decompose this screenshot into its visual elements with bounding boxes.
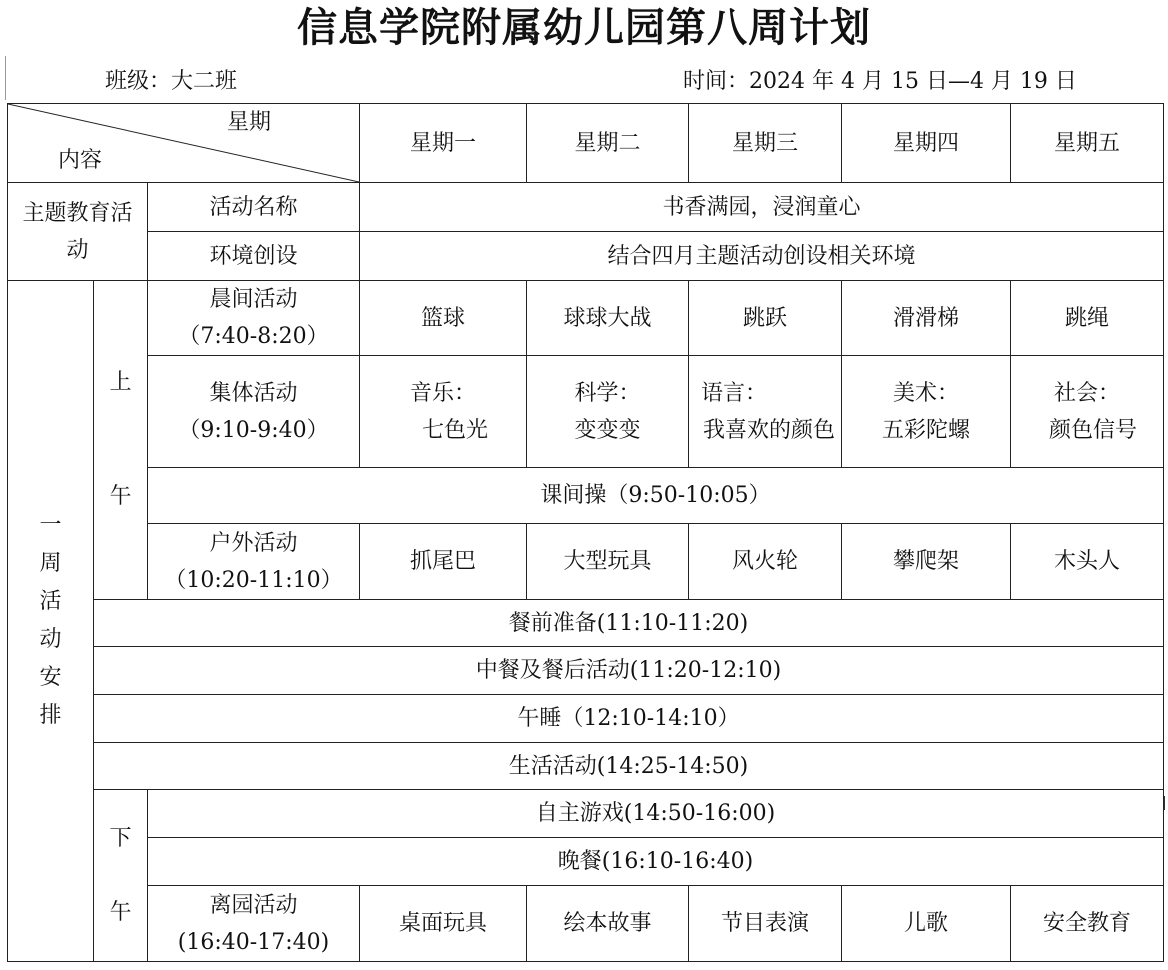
date-info: 时间：2024 年 4 月 15 日—4 月 19 日 — [683, 69, 1077, 94]
week-arrangement-label: 一 周 活 动 安 排 — [8, 281, 94, 962]
nap-row — [8, 695, 1164, 743]
exercise-row — [8, 468, 1164, 524]
lunch-cell: 中餐及餐后活动(11:20-12:10) — [94, 647, 1164, 695]
outdoor-activity-cell: 抓尾巴 — [360, 524, 527, 600]
dinner-row — [8, 838, 1164, 886]
leave-activity-cell: 节目表演 — [689, 886, 842, 962]
group-activity-row — [8, 356, 1164, 468]
free-play-cell: 自主游戏(14:50-16:00) — [148, 790, 1164, 838]
group-activity-cell: 语言： 我喜欢的颜色 — [689, 356, 842, 468]
leave-activity-cell: 桌面玩具 — [360, 886, 527, 962]
day-header: 星期四 — [842, 104, 1011, 183]
early-activity-cell: 跳绳 — [1011, 281, 1164, 356]
leave-activity-cell: 绘本故事 — [527, 886, 689, 962]
outdoor-activity-label: 户外活动 （10:20-11:10） — [148, 524, 360, 600]
day-header: 星期一 — [360, 104, 527, 183]
class-info: 班级：大二班 — [105, 69, 238, 94]
theme-name-value: 书香满园，浸润童心 — [360, 183, 1164, 232]
early-activity-cell: 球球大战 — [527, 281, 689, 356]
theme-row-name — [8, 183, 1164, 232]
morning-label: 上 午 — [94, 281, 148, 600]
life-activity-cell: 生活活动(14:25-14:50) — [94, 743, 1164, 790]
page-title: 信息学院附属幼儿园第八周计划 — [297, 5, 871, 51]
theme-label: 主题教育活动 — [8, 183, 148, 281]
outdoor-activity-cell: 攀爬架 — [842, 524, 1011, 600]
outdoor-activity-cell: 木头人 — [1011, 524, 1164, 600]
margin-mark — [5, 56, 6, 100]
afternoon-label: 下 午 — [94, 790, 148, 962]
leave-activity-cell: 安全教育 — [1011, 886, 1164, 962]
leave-activity-label: 离园活动 (16:40-17:40) — [148, 886, 360, 962]
leave-activity-row — [8, 886, 1164, 962]
group-activity-label: 集体活动 （9:10-9:40） — [148, 356, 360, 468]
exercise-cell: 课间操（9:50-10:05） — [148, 468, 1164, 524]
theme-env-label: 环境创设 — [148, 232, 360, 281]
dinner-cell: 晚餐(16:10-16:40) — [148, 838, 1164, 886]
group-activity-cell: 科学： 变变变 — [527, 356, 689, 468]
header-row — [8, 104, 1164, 183]
day-header: 星期二 — [527, 104, 689, 183]
group-activity-cell: 美术： 五彩陀螺 — [842, 356, 1011, 468]
early-activity-row — [8, 281, 1164, 356]
meal-prep-row — [8, 600, 1164, 647]
outdoor-activity-cell: 风火轮 — [689, 524, 842, 600]
diag-label-content: 内容 — [58, 148, 103, 173]
early-activity-cell: 跳跃 — [689, 281, 842, 356]
margin-tick — [1164, 796, 1168, 810]
diag-label-weekday: 星期 — [226, 110, 271, 135]
diagonal-header-cell — [8, 104, 360, 183]
day-header: 星期五 — [1011, 104, 1164, 183]
free-play-row — [8, 790, 1164, 838]
lunch-row — [8, 647, 1164, 695]
early-activity-cell: 篮球 — [360, 281, 527, 356]
early-activity-cell: 滑滑梯 — [842, 281, 1011, 356]
life-activity-row — [8, 743, 1164, 790]
outdoor-activity-cell: 大型玩具 — [527, 524, 689, 600]
theme-name-label: 活动名称 — [148, 183, 360, 232]
group-activity-cell: 社会： 颜色信号 — [1011, 356, 1164, 468]
weekly-plan-table — [7, 103, 1164, 962]
nap-cell: 午睡（12:10-14:10） — [94, 695, 1164, 743]
theme-env-value: 结合四月主题活动创设相关环境 — [360, 232, 1164, 281]
early-activity-label: 晨间活动 （7:40-8:20） — [148, 281, 360, 356]
day-header: 星期三 — [689, 104, 842, 183]
theme-row-env — [8, 232, 1164, 281]
leave-activity-cell: 儿歌 — [842, 886, 1011, 962]
outdoor-activity-row — [8, 524, 1164, 600]
group-activity-cell: 音乐： 七色光 — [360, 356, 527, 468]
meal-prep-cell: 餐前准备(11:10-11:20) — [94, 600, 1164, 647]
